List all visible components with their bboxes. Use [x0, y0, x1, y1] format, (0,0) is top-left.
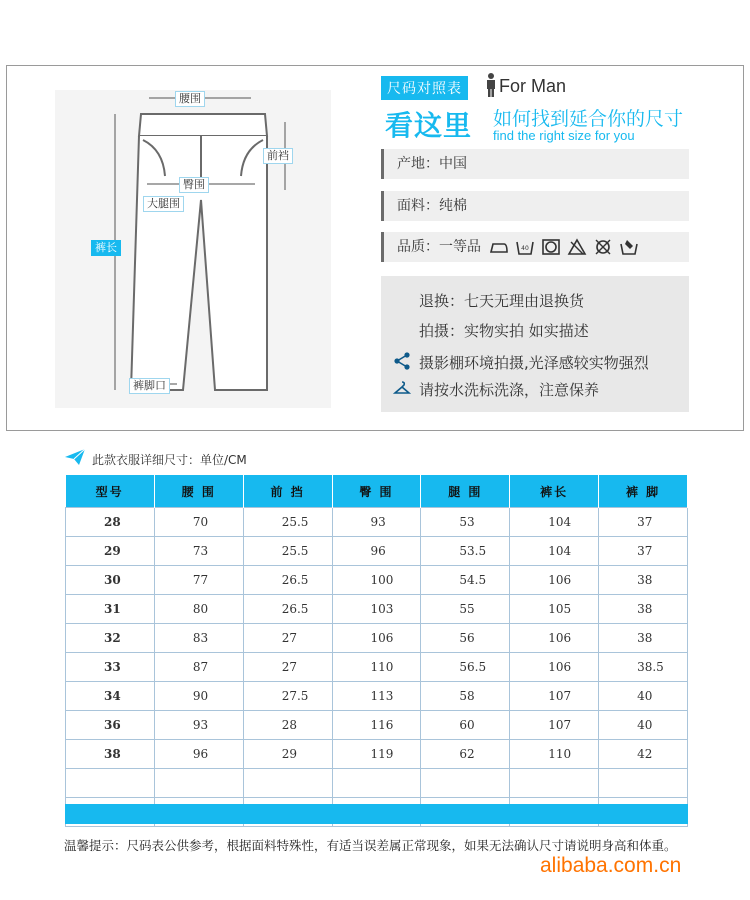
size-cell: 110 — [332, 653, 421, 682]
size-cell: 25.5 — [243, 508, 332, 537]
size-cell: 104 — [510, 537, 599, 566]
size-cell: 62 — [421, 740, 510, 769]
size-cell: 28 — [243, 711, 332, 740]
hand-wash-icon — [619, 238, 639, 256]
size-cell: 54.5 — [421, 566, 510, 595]
table-body — [66, 508, 688, 827]
size-cell: 83 — [154, 624, 243, 653]
column-header: 前 挡 — [243, 475, 332, 508]
column-header: 裤长 — [510, 475, 599, 508]
table-row — [66, 740, 688, 769]
size-cell: 40 — [599, 682, 688, 711]
size-cell: 55 — [421, 595, 510, 624]
origin-row: 产地：中国 — [381, 149, 689, 179]
column-header: 腿 围 — [421, 475, 510, 508]
size-cell: 42 — [599, 740, 688, 769]
size-cell: 56.5 — [421, 653, 510, 682]
size-cell: 38 — [599, 566, 688, 595]
size-cell: 96 — [332, 537, 421, 566]
empty-cell — [599, 769, 688, 798]
size-cell: 100 — [332, 566, 421, 595]
size-cell: 60 — [421, 711, 510, 740]
dry-clean-icon — [541, 238, 561, 256]
front-rise-label: 前裆 — [263, 148, 293, 164]
empty-cell — [510, 769, 599, 798]
size-cell: 105 — [510, 595, 599, 624]
size-cell: 77 — [154, 566, 243, 595]
chart-title: 尺码对照表 — [381, 76, 468, 100]
care-icons — [489, 238, 639, 256]
empty-cell — [243, 769, 332, 798]
size-cell: 90 — [154, 682, 243, 711]
photos-note: 拍摄：实物实拍 如实描述 — [419, 322, 589, 340]
size-cell: 37 — [599, 537, 688, 566]
detail-size-heading: 此款衣服详细尺寸：单位/CM — [92, 453, 247, 467]
man-icon — [485, 73, 497, 97]
size-cell: 106 — [510, 653, 599, 682]
size-cell: 80 — [154, 595, 243, 624]
table-row — [66, 595, 688, 624]
size-cell: 93 — [154, 711, 243, 740]
table-row — [66, 624, 688, 653]
table-row — [66, 566, 688, 595]
empty-cell — [66, 769, 155, 798]
size-cell: 27.5 — [243, 682, 332, 711]
size-cell: 38 — [599, 595, 688, 624]
size-cell: 70 — [154, 508, 243, 537]
size-cell: 96 — [154, 740, 243, 769]
size-cell: 27 — [243, 653, 332, 682]
model-cell: 34 — [66, 682, 155, 711]
size-cell: 27 — [243, 624, 332, 653]
model-cell: 32 — [66, 624, 155, 653]
table-row — [66, 537, 688, 566]
share-icon — [393, 352, 411, 370]
no-bleach-icon — [567, 238, 587, 256]
hip-label: 臀围 — [179, 177, 209, 193]
notes-box — [381, 276, 689, 412]
size-cell: 119 — [332, 740, 421, 769]
table-footer-bar — [65, 804, 688, 824]
hem-label: 裤脚口 — [129, 378, 170, 394]
look-here-heading: 看这里 — [385, 109, 473, 142]
size-cell: 106 — [510, 624, 599, 653]
empty-cell — [332, 769, 421, 798]
table-row — [66, 508, 688, 537]
no-tumble-dry-icon — [593, 238, 613, 256]
warm-tip: 温馨提示：尺码表公供参考，根据面料特殊性，有适当误差属正常现象，如果无法确认尺寸请说明身高和体重。 — [64, 838, 677, 853]
size-cell: 26.5 — [243, 566, 332, 595]
empty-row — [66, 769, 688, 798]
model-cell: 31 — [66, 595, 155, 624]
size-cell: 116 — [332, 711, 421, 740]
table-row — [66, 682, 688, 711]
find-size-cn: 如何找到延合你的尺寸 — [493, 108, 684, 130]
size-cell: 25.5 — [243, 537, 332, 566]
model-cell: 36 — [66, 711, 155, 740]
info-panel — [377, 68, 695, 414]
size-cell: 106 — [510, 566, 599, 595]
washing-note: 请按水洗标洗涤，注意保养 — [419, 381, 600, 399]
paper-plane-icon — [64, 448, 86, 466]
size-table — [65, 475, 688, 827]
size-cell: 38 — [599, 624, 688, 653]
model-cell: 28 — [66, 508, 155, 537]
size-cell: 29 — [243, 740, 332, 769]
alibaba-logo: alibaba.com.cn — [540, 854, 682, 877]
size-cell: 38.5 — [599, 653, 688, 682]
size-cell: 56 — [421, 624, 510, 653]
size-cell: 58 — [421, 682, 510, 711]
size-cell: 104 — [510, 508, 599, 537]
size-cell: 113 — [332, 682, 421, 711]
size-cell: 40 — [599, 711, 688, 740]
size-cell: 103 — [332, 595, 421, 624]
find-size-en: find the right size for you — [493, 128, 635, 143]
size-cell: 53.5 — [421, 537, 510, 566]
size-cell: 73 — [154, 537, 243, 566]
iron-icon — [489, 238, 509, 256]
table-header-row — [66, 475, 688, 508]
table-row — [66, 653, 688, 682]
column-header: 型号 — [66, 475, 155, 508]
svg-text:40: 40 — [521, 245, 530, 252]
model-cell: 30 — [66, 566, 155, 595]
quality-row — [381, 232, 689, 262]
model-cell: 33 — [66, 653, 155, 682]
size-cell: 87 — [154, 653, 243, 682]
returns-note: 退换：七天无理由退换货 — [419, 292, 585, 310]
model-cell: 38 — [66, 740, 155, 769]
studio-note: 摄影棚环境拍摄,光泽感较实物强烈 — [419, 354, 649, 372]
column-header: 裤 脚 — [599, 475, 688, 508]
size-cell: 106 — [332, 624, 421, 653]
length-label: 裤长 — [91, 240, 121, 256]
column-header: 腰 围 — [154, 475, 243, 508]
size-cell: 37 — [599, 508, 688, 537]
column-header: 臀 围 — [332, 475, 421, 508]
for-man-label: For Man — [499, 76, 567, 96]
model-cell: 29 — [66, 537, 155, 566]
table-row — [66, 711, 688, 740]
size-cell: 93 — [332, 508, 421, 537]
size-guide-panel — [6, 65, 744, 431]
waist-label: 腰围 — [175, 91, 205, 107]
fabric-row: 面料：纯棉 — [381, 191, 689, 221]
size-cell: 107 — [510, 711, 599, 740]
pants-diagram — [55, 90, 331, 408]
size-cell: 107 — [510, 682, 599, 711]
wash-40c-icon — [515, 238, 535, 256]
thigh-label: 大腿围 — [143, 196, 184, 212]
size-cell: 53 — [421, 508, 510, 537]
empty-cell — [421, 769, 510, 798]
empty-cell — [154, 769, 243, 798]
size-cell: 26.5 — [243, 595, 332, 624]
hanger-icon — [393, 379, 411, 397]
size-cell: 110 — [510, 740, 599, 769]
quality-label: 品质：一等品 — [397, 239, 481, 255]
